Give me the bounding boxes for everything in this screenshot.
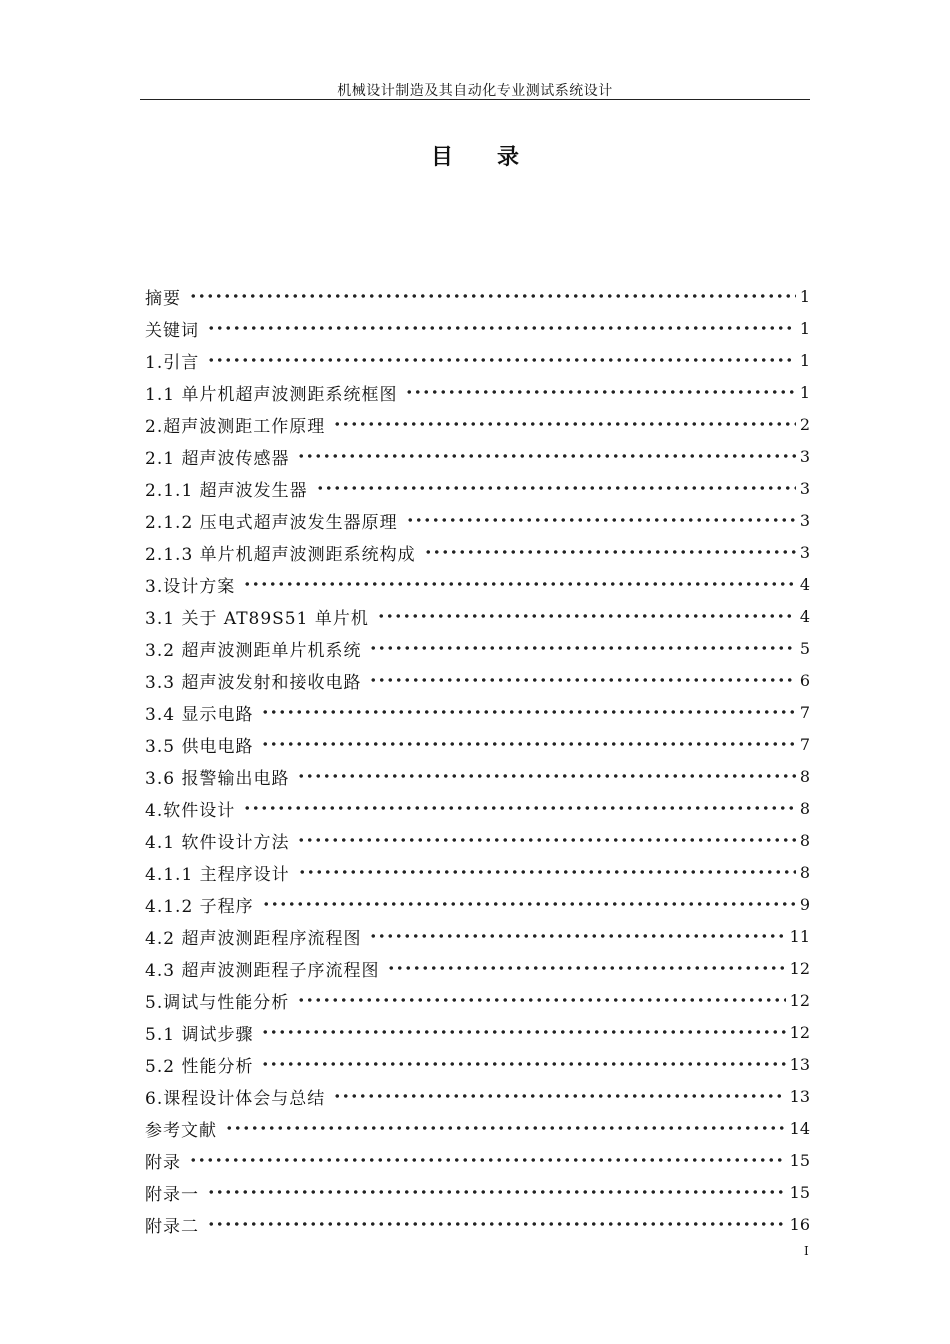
- toc-entry-label: 3.3 超声波发射和接收电路: [145, 672, 362, 693]
- toc-entry[interactable]: [145, 536, 810, 568]
- toc-entry[interactable]: [145, 792, 810, 824]
- toc-entry[interactable]: [145, 280, 810, 312]
- toc-entry[interactable]: [145, 856, 810, 888]
- toc-dot-leader: [189, 294, 796, 298]
- toc-entry[interactable]: [145, 568, 810, 600]
- toc-entry[interactable]: [145, 1208, 810, 1240]
- toc-entry-label: 4.3 超声波测距程子序流程图: [145, 960, 380, 981]
- toc-entry[interactable]: [145, 696, 810, 728]
- toc-entry-page-number: 1: [799, 318, 810, 338]
- toc-entry[interactable]: [145, 504, 810, 536]
- page-number: I: [804, 1244, 809, 1258]
- toc-entry-page-number: 1: [799, 382, 810, 402]
- toc-dot-leader: [297, 838, 795, 842]
- toc-entry-label: 4.1.1 主程序设计: [145, 864, 290, 885]
- toc-entry-label: 4.1 软件设计方法: [145, 832, 290, 853]
- toc-entry-page-number: 3: [799, 542, 810, 562]
- toc-entry-label: 2.1 超声波传感器: [145, 448, 290, 469]
- toc-entry-page-number: 8: [799, 766, 810, 786]
- toc-entry-page-number: 15: [789, 1150, 810, 1170]
- toc-entry-page-number: 8: [799, 830, 810, 850]
- toc-entry-page-number: 7: [799, 734, 810, 754]
- toc-entry-page-number: 12: [789, 958, 810, 978]
- toc-entry-label: 2.1.1 超声波发生器: [145, 480, 308, 501]
- toc-entry-page-number: 13: [789, 1054, 810, 1074]
- toc-entry-page-number: 1: [799, 350, 810, 370]
- toc-dot-leader: [387, 966, 785, 970]
- table-of-contents: [145, 280, 810, 1240]
- toc-entry-page-number: 13: [789, 1086, 810, 1106]
- toc-dot-leader: [262, 902, 796, 906]
- toc-dot-leader: [406, 518, 796, 522]
- toc-entry-page-number: 4: [799, 606, 810, 626]
- toc-dot-leader: [297, 998, 785, 1002]
- toc-entry-page-number: 6: [799, 670, 810, 690]
- toc-entry-label: 4.1.2 子程序: [145, 896, 254, 917]
- toc-entry-page-number: 3: [799, 478, 810, 498]
- toc-entry[interactable]: [145, 632, 810, 664]
- toc-entry-page-number: 3: [799, 446, 810, 466]
- toc-entry-label: 附录一: [145, 1184, 199, 1205]
- toc-entry-page-number: 16: [789, 1214, 810, 1234]
- toc-entry-label: 附录: [145, 1152, 181, 1173]
- toc-entry-page-number: 14: [789, 1118, 810, 1138]
- toc-entry[interactable]: [145, 1016, 810, 1048]
- toc-dot-leader: [369, 646, 795, 650]
- toc-entry-label: 5.2 性能分析: [145, 1056, 254, 1077]
- toc-dot-leader: [207, 1190, 786, 1194]
- toc-entry-label: 5.调试与性能分析: [145, 992, 290, 1013]
- toc-entry[interactable]: [145, 472, 810, 504]
- toc-dot-leader: [207, 358, 796, 362]
- toc-entry-label: 2.超声波测距工作原理: [145, 416, 326, 437]
- toc-entry[interactable]: [145, 312, 810, 344]
- toc-dot-leader: [261, 1030, 785, 1034]
- toc-entry-label: 5.1 调试步骤: [145, 1024, 254, 1045]
- toc-entry-page-number: 9: [799, 894, 810, 914]
- toc-dot-leader: [297, 454, 795, 458]
- toc-entry[interactable]: [145, 1176, 810, 1208]
- toc-entry-label: 2.1.3 单片机超声波测距系统构成: [145, 544, 416, 565]
- toc-entry-label: 附录二: [145, 1216, 199, 1237]
- toc-entry-label: 1.引言: [145, 352, 200, 373]
- toc-entry-page-number: 1: [799, 286, 810, 306]
- toc-entry-page-number: 11: [789, 926, 810, 946]
- toc-entry[interactable]: [145, 440, 810, 472]
- toc-entry-page-number: 8: [799, 798, 810, 818]
- header-divider: [140, 99, 810, 100]
- toc-entry-page-number: 3: [799, 510, 810, 530]
- toc-dot-leader: [243, 806, 796, 810]
- toc-dot-leader: [207, 1222, 786, 1226]
- toc-entry-label: 4.2 超声波测距程序流程图: [145, 928, 362, 949]
- toc-entry[interactable]: [145, 1048, 810, 1080]
- toc-entry[interactable]: [145, 952, 810, 984]
- toc-dot-leader: [261, 742, 795, 746]
- toc-entry-page-number: 7: [799, 702, 810, 722]
- toc-dot-leader: [333, 422, 796, 426]
- toc-entry[interactable]: [145, 728, 810, 760]
- toc-entry-label: 3.1 关于 AT89S51 单片机: [145, 608, 369, 629]
- toc-entry-label: 3.4 显示电路: [145, 704, 254, 725]
- toc-entry[interactable]: [145, 1144, 810, 1176]
- toc-entry[interactable]: [145, 984, 810, 1016]
- toc-entry[interactable]: [145, 1080, 810, 1112]
- toc-dot-leader: [405, 390, 795, 394]
- toc-dot-leader: [316, 486, 796, 490]
- toc-dot-leader: [243, 582, 796, 586]
- toc-dot-leader: [298, 870, 796, 874]
- toc-entry[interactable]: [145, 824, 810, 856]
- toc-entry-label: 关键词: [145, 320, 199, 341]
- toc-entry-page-number: 12: [789, 990, 810, 1010]
- page-title: 目录: [430, 144, 563, 170]
- toc-dot-leader: [369, 678, 795, 682]
- toc-entry-label: 3.6 报警输出电路: [145, 768, 290, 789]
- toc-entry-label: 6.课程设计体会与总结: [145, 1088, 326, 1109]
- toc-entry-label: 摘要: [145, 288, 181, 309]
- toc-entry-label: 2.1.2 压电式超声波发生器原理: [145, 512, 398, 533]
- toc-dot-leader: [297, 774, 795, 778]
- running-header: 机械设计制造及其自动化专业测试系统设计: [337, 83, 613, 99]
- toc-entry-label: 4.软件设计: [145, 800, 236, 821]
- toc-entry-page-number: 5: [799, 638, 810, 658]
- toc-entry-label: 3.2 超声波测距单片机系统: [145, 640, 362, 661]
- toc-entry[interactable]: [145, 920, 810, 952]
- toc-dot-leader: [207, 326, 796, 330]
- toc-dot-leader: [189, 1158, 786, 1162]
- toc-entry[interactable]: [145, 664, 810, 696]
- toc-entry-page-number: 15: [789, 1182, 810, 1202]
- toc-entry[interactable]: [145, 600, 810, 632]
- toc-entry-page-number: 8: [799, 862, 810, 882]
- toc-entry-label: 3.设计方案: [145, 576, 236, 597]
- toc-entry[interactable]: [145, 344, 810, 376]
- toc-entry[interactable]: [145, 760, 810, 792]
- toc-dot-leader: [333, 1094, 785, 1098]
- toc-dot-leader: [225, 1126, 786, 1130]
- toc-dot-leader: [369, 934, 785, 938]
- toc-entry-label: 参考文献: [145, 1120, 217, 1141]
- toc-dot-leader: [261, 1062, 785, 1066]
- toc-dot-leader: [261, 710, 795, 714]
- toc-dot-leader: [377, 614, 796, 618]
- toc-entry-label: 1.1 单片机超声波测距系统框图: [145, 384, 398, 405]
- toc-entry-page-number: 2: [799, 414, 810, 434]
- toc-entry[interactable]: [145, 888, 810, 920]
- toc-entry-page-number: 4: [799, 574, 810, 594]
- toc-entry[interactable]: [145, 1112, 810, 1144]
- toc-entry[interactable]: [145, 376, 810, 408]
- toc-entry[interactable]: [145, 408, 810, 440]
- toc-dot-leader: [424, 550, 796, 554]
- toc-entry-page-number: 12: [789, 1022, 810, 1042]
- toc-entry-label: 3.5 供电电路: [145, 736, 254, 757]
